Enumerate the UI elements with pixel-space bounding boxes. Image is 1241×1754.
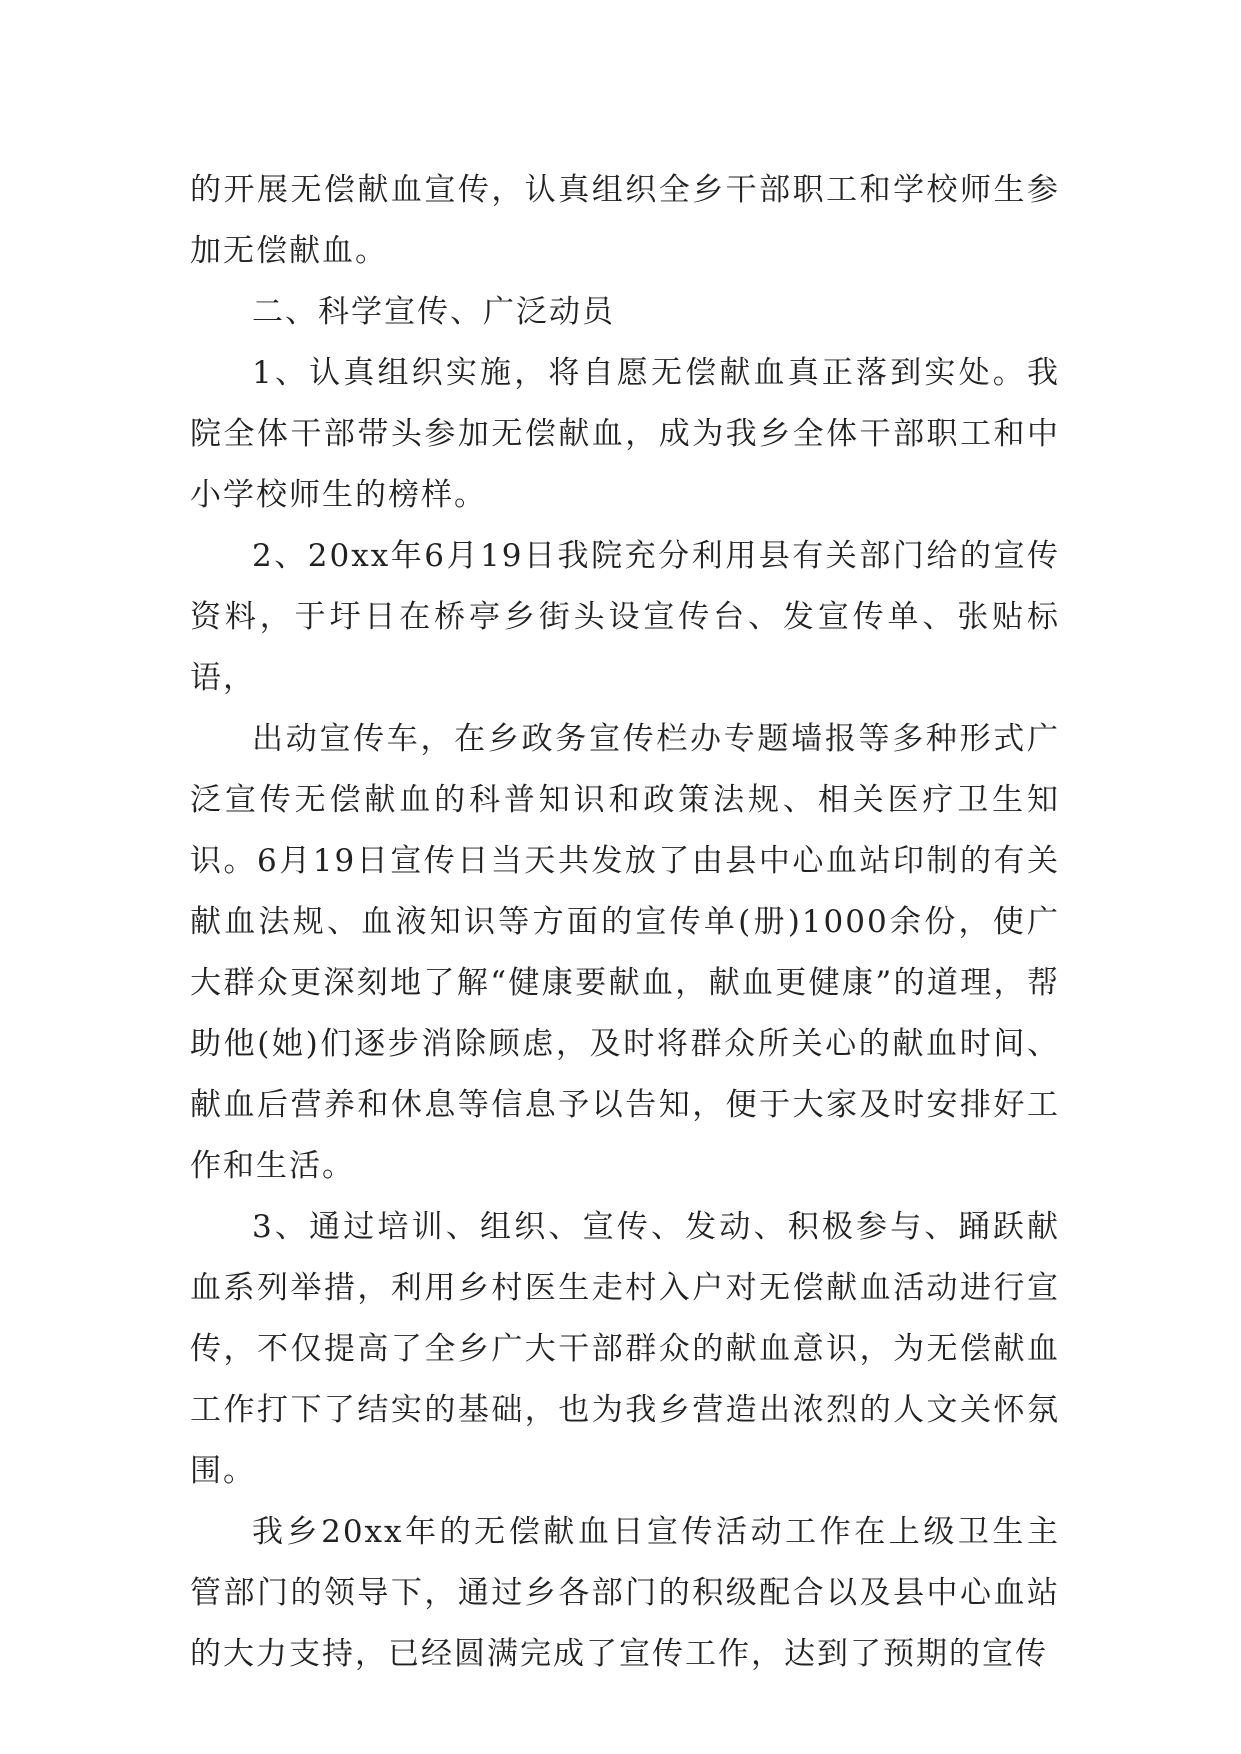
paragraph-item-3: 3、通过培训、组织、宣传、发动、积极参与、踊跃献血系列举措，利用乡村医生走村入户对无偿献血活动进行宣传，不仅提高了全乡广大干部群众的献血意识，为无偿献血工作打下了结实的基础，也为我乡营造出浓烈的人文关怀氛围。	[190, 1209, 1060, 1489]
paragraph-item-1: 1、认真组织实施，将自愿无偿献血真正落到实处。我院全体干部带头参加无偿献血，成为我乡全体干部职工和中小学校师生的榜样。	[190, 355, 1060, 513]
paragraph-item-2: 2、20xx年6月19日我院充分利用县有关部门给的宣传资料，于圩日在桥亭乡街头设宣传台、发宣传单、张贴标语，	[190, 538, 1060, 696]
paragraph-continuation: 的开展无偿献血宣传，认真组织全乡干部职工和学校师生参加无偿献血。	[190, 172, 1060, 269]
document-body	[190, 160, 1060, 1685]
paragraph-item-2-continued: 出动宣传车，在乡政务宣传栏办专题墙报等多种形式广泛宣传无偿献血的科普知识和政策法规、相关医疗卫生知识。6月19日宣传日当天共发放了由县中心血站印制的有关献血法规、血液知识等方面的宣传单(册)1000余份，使广大群众更深刻地了解“健康要献血，献血更健康”的道理，帮助他(她)们逐步消除顾虑，及时将群众所关心的献血时间、献血后营养和休息等信息予以告知，便于大家及时安排好工作和生活。	[190, 721, 1060, 1184]
paragraph-summary: 我乡20xx年的无偿献血日宣传活动工作在上级卫生主管部门的领导下，通过乡各部门的积级配合以及县中心血站的大力支持，已经圆满完成了宣传工作，达到了预期的宣传	[190, 1514, 1060, 1672]
section-heading: 二、科学宣传、广泛动员	[252, 294, 615, 330]
